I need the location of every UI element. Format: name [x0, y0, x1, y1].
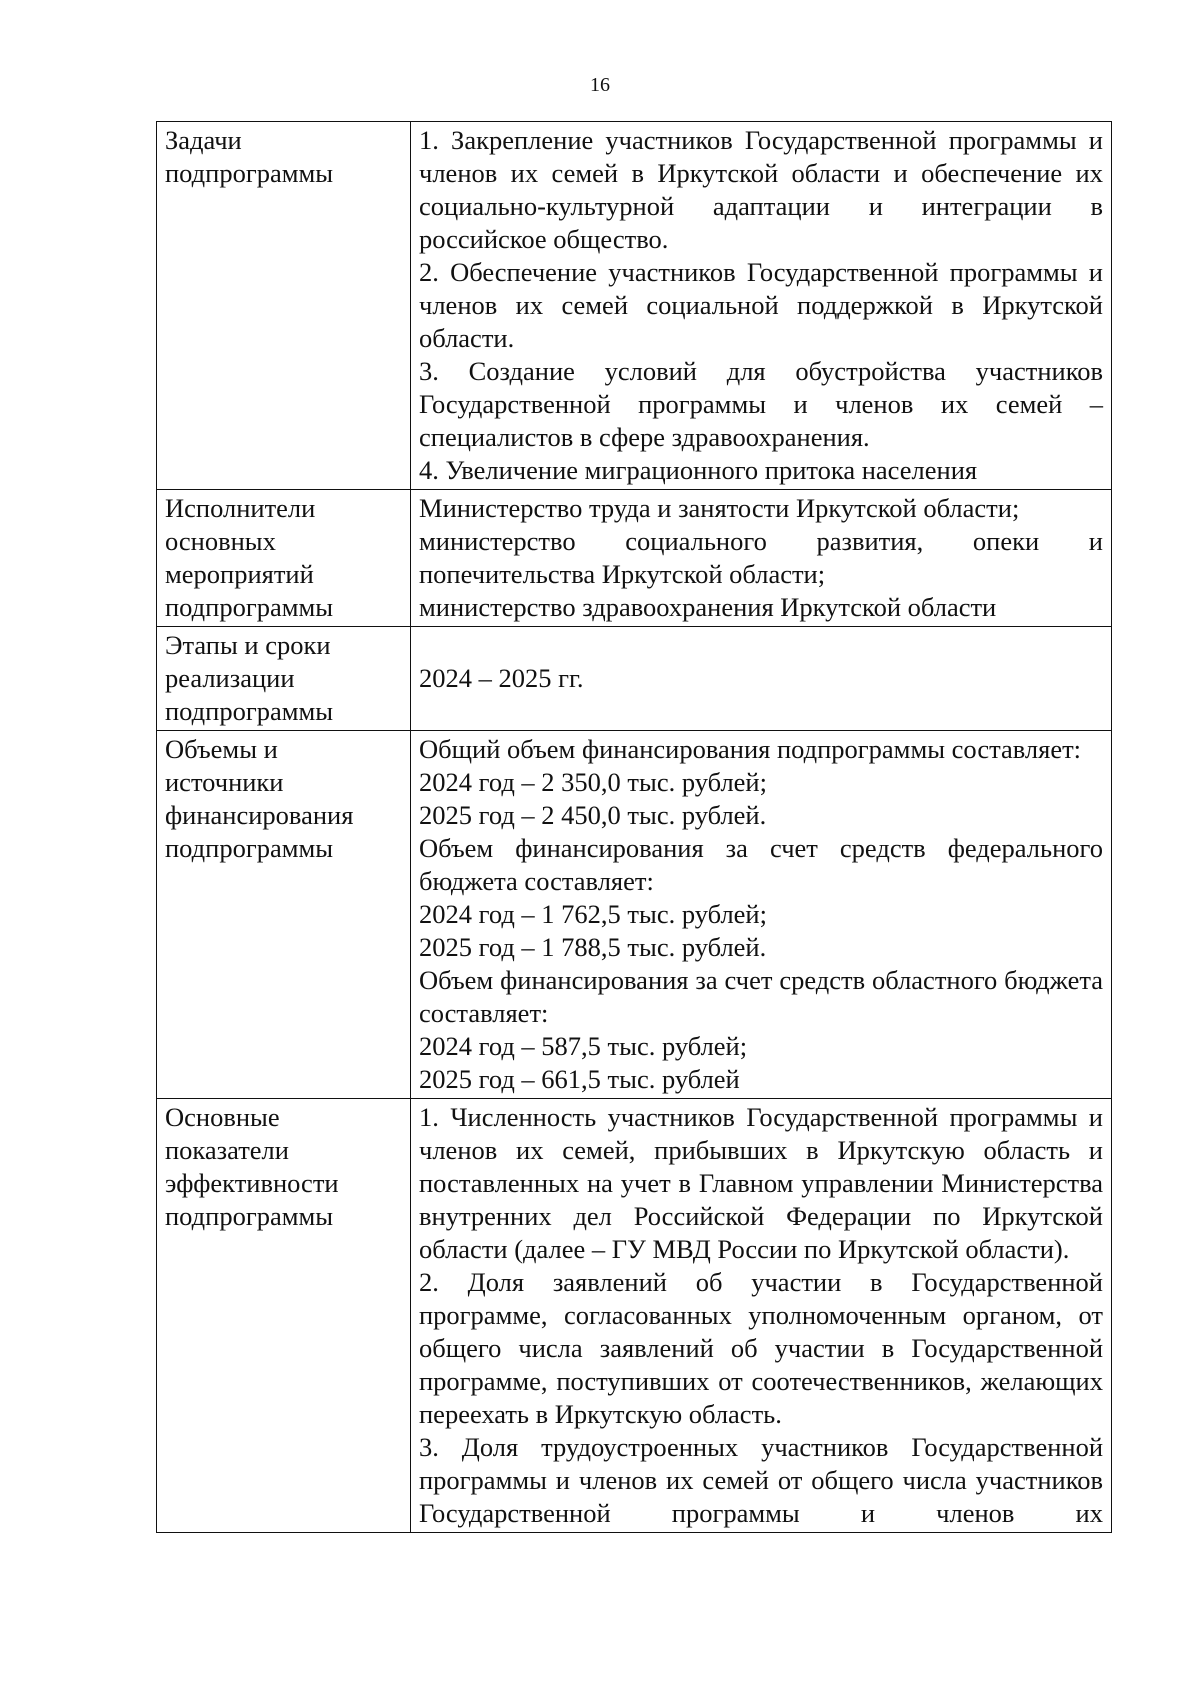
content-paragraph: 4. Увеличение миграционного притока населения — [419, 455, 978, 485]
content-paragraph: 3. Создание условий для обустройства участников Государственной программы и членов их семей – специалистов в сфере здравоохранения. — [419, 356, 1103, 452]
row-label: эффективности — [165, 1168, 339, 1198]
row-label: подпрограммы — [165, 833, 334, 863]
row-label: подпрограммы — [165, 696, 334, 726]
row-label: Задачи — [165, 125, 242, 155]
row-label: Исполнители — [165, 493, 316, 523]
subprogram-passport-table — [156, 121, 1112, 1533]
row-label: Этапы и сроки — [165, 630, 331, 660]
table-row — [157, 731, 1112, 1099]
row-label: источники — [165, 767, 284, 797]
row-label: подпрограммы — [165, 158, 334, 188]
content-paragraph: 2. Доля заявлений об участии в Государственной программе, согласованных уполномоченным органом, от общего числа заявлений об участии в Государственной программе, поступивших от соотечественников, желающих переехать в Иркутскую область. — [419, 1267, 1103, 1429]
content-paragraph: 2025 год – 2 450,0 тыс. рублей. — [419, 800, 767, 830]
table-row — [157, 1099, 1112, 1533]
content-paragraph: 2024 – 2025 гг. — [419, 663, 584, 693]
row-label: подпрограммы — [165, 592, 334, 622]
content-paragraph: Объем финансирования за счет средств областного бюджета составляет: — [419, 965, 1103, 1028]
page-number: 16 — [590, 74, 610, 96]
content-paragraph: министерство социального развития, опеки и попечительства Иркутской области; — [419, 526, 1103, 589]
content-paragraph: 2024 год – 1 762,5 тыс. рублей; — [419, 899, 767, 929]
content-paragraph: 1. Закрепление участников Государственной программы и членов их семей в Иркутской области и обеспечение их социально-культурной адаптации и интеграции в российское общество. — [419, 125, 1103, 254]
table-row — [157, 627, 1112, 731]
content-paragraph: 3. Доля трудоустроенных участников Государственной программы и членов их семей от общего числа участников Государственной программы и членов их — [419, 1432, 1103, 1528]
content-paragraph: Объем финансирования за счет средств федерального бюджета составляет: — [419, 833, 1103, 896]
table-row — [157, 490, 1112, 627]
row-label: показатели — [165, 1135, 289, 1165]
row-content-cell — [411, 490, 1112, 627]
content-paragraph: 2025 год – 1 788,5 тыс. рублей. — [419, 932, 767, 962]
row-label: Основные — [165, 1102, 280, 1132]
row-label-cell — [157, 122, 411, 490]
row-label: Объемы и — [165, 734, 278, 764]
row-label-cell — [157, 627, 411, 731]
row-label: подпрограммы — [165, 1201, 334, 1231]
content-paragraph: министерство здравоохранения Иркутской области — [419, 592, 997, 622]
row-label-cell — [157, 1099, 411, 1533]
row-content-cell — [411, 627, 1112, 731]
row-label: реализации — [165, 663, 295, 693]
content-paragraph: Министерство труда и занятости Иркутской области; — [419, 493, 1020, 523]
content-paragraph: 1. Численность участников Государственной программы и членов их семей, прибывших в Иркутскую область и поставленных на учет в Главном управлении Министерства внутренних дел Российской Федерации по Иркутской области (далее – ГУ МВД России по Иркутской области). — [419, 1102, 1103, 1264]
row-content-cell — [411, 731, 1112, 1099]
content-paragraph: 2. Обеспечение участников Государственной программы и членов их семей социальной поддержкой в Иркутской области. — [419, 257, 1103, 353]
row-label: финансирования — [165, 800, 354, 830]
content-paragraph: Общий объем финансирования подпрограммы составляет: — [419, 734, 1082, 764]
row-label-cell — [157, 490, 411, 627]
row-label: основных — [165, 526, 276, 556]
content-paragraph: 2025 год – 661,5 тыс. рублей — [419, 1064, 740, 1094]
row-content-cell — [411, 1099, 1112, 1533]
table-row — [157, 122, 1112, 490]
row-content-cell — [411, 122, 1112, 490]
row-label-cell — [157, 731, 411, 1099]
row-label: мероприятий — [165, 559, 314, 589]
content-paragraph: 2024 год – 2 350,0 тыс. рублей; — [419, 767, 767, 797]
content-paragraph: 2024 год – 587,5 тыс. рублей; — [419, 1031, 748, 1061]
